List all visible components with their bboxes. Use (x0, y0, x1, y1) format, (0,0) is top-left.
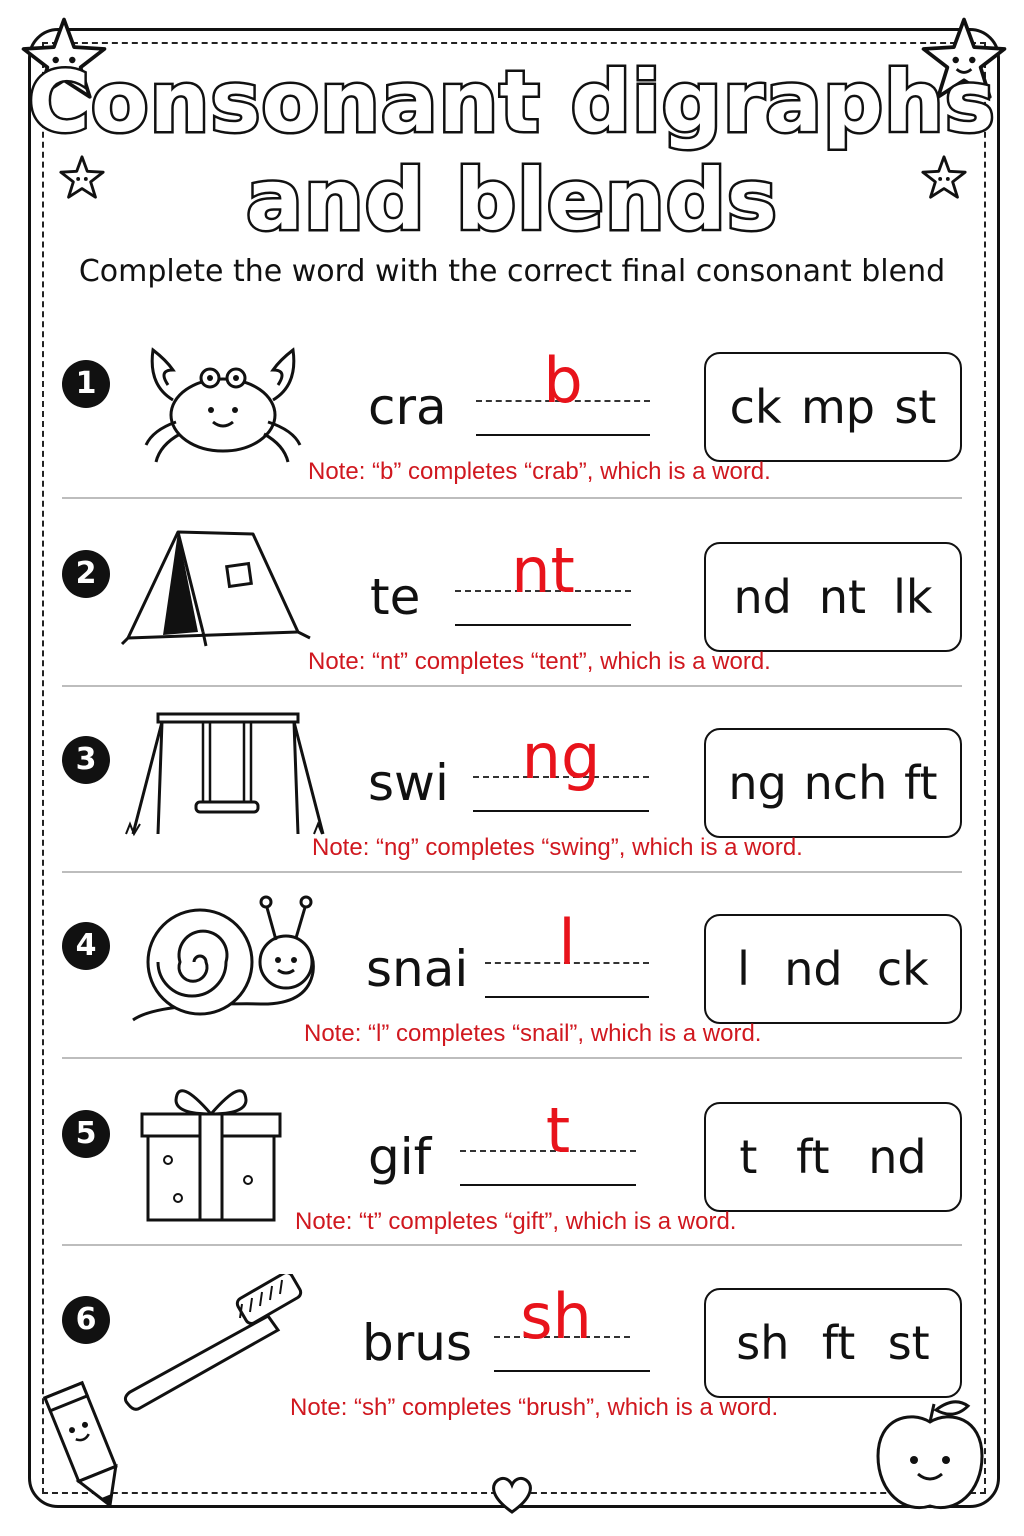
apple-icon (870, 1396, 990, 1520)
row-divider (62, 685, 962, 687)
item-number: 1 (62, 360, 110, 408)
choice-box (704, 728, 962, 838)
choice-box (704, 1102, 962, 1212)
choice-option[interactable]: sh (736, 1316, 790, 1370)
answer-text: t (545, 1094, 571, 1167)
choice-option[interactable]: ft (821, 1316, 856, 1370)
item-number: 3 (62, 736, 110, 784)
item-number: 5 (62, 1110, 110, 1158)
answer-text: nt (511, 534, 575, 607)
choice-option[interactable]: nd (784, 942, 843, 996)
exercise-row (0, 520, 1024, 706)
word-stem: te (370, 568, 421, 626)
exercise-row (0, 330, 1024, 516)
answer-base-line[interactable] (473, 810, 649, 812)
choice-option[interactable]: st (894, 380, 937, 434)
word-stem: gif (368, 1128, 432, 1186)
word-stem: brus (362, 1314, 473, 1372)
choice-box (704, 352, 962, 462)
choice-option[interactable]: nt (818, 570, 867, 624)
answer-base-line[interactable] (485, 996, 649, 998)
choice-option[interactable]: l (737, 942, 750, 996)
choice-option[interactable]: nd (733, 570, 792, 624)
answer-note: Note: “l” completes “snail”, which is a word. (304, 1020, 762, 1047)
crab-drawing (118, 330, 328, 480)
answer-base-line[interactable] (494, 1370, 650, 1372)
choice-box (704, 1288, 962, 1398)
word-stem: swi (368, 754, 449, 812)
choice-option[interactable]: t (739, 1130, 758, 1184)
choice-option[interactable]: lk (893, 570, 933, 624)
word-stem: snai (366, 940, 469, 998)
answer-note: Note: “nt” completes “tent”, which is a word. (308, 648, 771, 675)
choice-option[interactable]: st (887, 1316, 930, 1370)
answer-note: Note: “sh” completes “brush”, which is a word. (290, 1394, 779, 1421)
choice-option[interactable]: ft (904, 756, 938, 810)
tent-drawing (118, 520, 328, 670)
answer-note: Note: “t” completes “gift”, which is a word. (295, 1208, 737, 1235)
choice-option[interactable]: ck (729, 380, 782, 434)
answer-text: ng (521, 720, 601, 793)
instructions: Complete the word with the correct final consonant blend (78, 254, 946, 289)
row-divider (62, 1057, 962, 1059)
choice-option[interactable]: ft (796, 1130, 830, 1184)
row-divider (62, 1244, 962, 1246)
answer-base-line[interactable] (476, 434, 650, 436)
answer-base-line[interactable] (455, 624, 631, 626)
snail-drawing (118, 892, 328, 1042)
answer-note: Note: “b” completes “crab”, which is a word. (308, 458, 771, 485)
item-number: 2 (62, 550, 110, 598)
answer-note: Note: “ng” completes “swing”, which is a word. (312, 834, 803, 861)
exercise-row (0, 706, 1024, 892)
item-number: 6 (62, 1296, 110, 1344)
choice-box (704, 914, 962, 1024)
heart-icon (488, 1472, 536, 1516)
row-divider (62, 497, 962, 499)
swing-drawing (118, 706, 328, 856)
worksheet-title-line1: Consonant digraphs (28, 53, 996, 151)
exercise-row (0, 892, 1024, 1078)
choice-option[interactable]: ng (728, 756, 787, 810)
answer-text: sh (520, 1280, 592, 1353)
row-divider (62, 871, 962, 873)
answer-base-line[interactable] (460, 1184, 636, 1186)
choice-box (704, 542, 962, 652)
answer-text: b (543, 344, 583, 417)
item-number: 4 (62, 922, 110, 970)
word-stem: cra (368, 378, 447, 436)
pencil-icon (36, 1376, 136, 1516)
worksheet-title-line2: and blends (246, 151, 778, 249)
exercise-row (0, 1080, 1024, 1266)
choice-option[interactable]: ck (876, 942, 929, 996)
choice-option[interactable]: nd (868, 1130, 927, 1184)
choice-option[interactable]: mp (800, 380, 875, 434)
answer-text: l (558, 906, 576, 979)
choice-option[interactable]: nch (803, 756, 888, 810)
